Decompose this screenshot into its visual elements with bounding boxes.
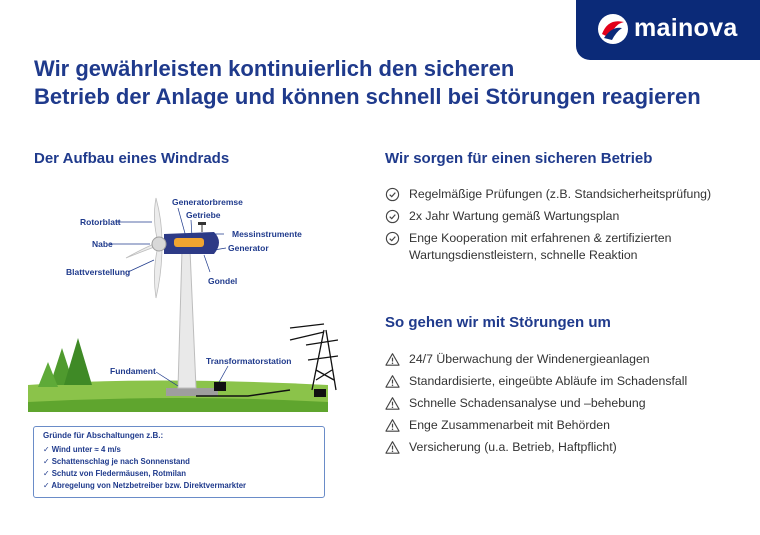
label-generatorbremse: Generatorbremse [172, 197, 243, 207]
label-rotorblatt: Rotorblatt [80, 217, 121, 227]
wind-turbine-diagram [28, 180, 338, 420]
operation-item [385, 186, 745, 203]
label-gondel: Gondel [208, 276, 238, 286]
warning-triangle-icon [385, 396, 400, 411]
label-getriebe: Getriebe [186, 210, 221, 220]
mainova-logo-icon [596, 12, 630, 46]
warning-triangle-icon [385, 440, 400, 455]
faults-item [385, 417, 745, 434]
brand-name: mainova [634, 14, 738, 42]
faults-list [385, 351, 745, 461]
shutdown-reason-item: ✓ Schutz von Fledermäusen, Rotmilan [43, 469, 187, 478]
faults-item [385, 351, 745, 368]
label-nabe: Nabe [92, 239, 113, 249]
brand-header [576, 0, 760, 60]
page-title [34, 55, 701, 111]
shutdown-reason-item: ✓ Schattenschlag je nach Sonnenstand [43, 457, 190, 466]
operation-item [385, 230, 745, 264]
faults-item-text: 24/7 Überwachung der Windenergieanlagen [409, 352, 650, 366]
page-title-line-2: Betrieb der Anlage und können schnell bei Störungen reagieren [34, 84, 701, 109]
label-blattverstellung: Blattverstellung [66, 267, 131, 277]
faults-item-text: Schnelle Schadensanalyse und –behebung [409, 396, 646, 410]
warning-triangle-icon [385, 352, 400, 367]
warning-triangle-icon [385, 374, 400, 389]
operation-item-text: 2x Jahr Wartung gemäß Wartungsplan [409, 209, 620, 223]
faults-item-text: Versicherung (u.a. Betrieb, Haftpflicht) [409, 440, 617, 454]
shutdown-reason-item: ✓ Abregelung von Netzbetreiber bzw. Direktvermarkter [43, 481, 247, 490]
faults-item [385, 395, 745, 412]
operation-list [385, 186, 745, 269]
operation-item-text: Regelmäßige Prüfungen (z.B. Standsicherheitsprüfung) [409, 187, 712, 201]
shutdown-reasons-box [33, 426, 325, 498]
label-generator: Generator [228, 243, 269, 253]
label-messinstrumente: Messinstrumente [232, 229, 302, 239]
warning-triangle-icon [385, 418, 400, 433]
faults-item-text: Enge Zusammenarbeit mit Behörden [409, 418, 610, 432]
faults-item [385, 439, 745, 456]
faults-item-text: Standardisierte, eingeübte Abläufe im Schadensfall [409, 374, 688, 388]
operation-item-text: Enge Kooperation mit erfahrenen & zertifizierten Wartungsdienstleistern, schnelle Reaktion [409, 231, 672, 262]
label-transformatorstation: Transformatorstation [206, 356, 292, 366]
shutdown-reason-item: ✓ Wind unter ≈ 4 m/s [43, 445, 121, 454]
check-circle-icon [385, 231, 400, 246]
wind-turbine-heading: Der Aufbau eines Windrads [34, 150, 230, 167]
label-fundament: Fundament [110, 366, 156, 376]
faults-item [385, 373, 745, 390]
check-circle-icon [385, 209, 400, 224]
page-title-line-1: Wir gewährleisten kontinuierlich den sicheren [34, 56, 515, 81]
operation-heading: Wir sorgen für einen sicheren Betrieb [385, 150, 653, 167]
faults-heading: So gehen wir mit Störungen um [385, 314, 611, 331]
wind-turbine-illustration [28, 180, 338, 420]
check-circle-icon [385, 187, 400, 202]
operation-item [385, 208, 745, 225]
shutdown-reasons-title: Gründe für Abschaltungen z.B.: [43, 431, 164, 440]
